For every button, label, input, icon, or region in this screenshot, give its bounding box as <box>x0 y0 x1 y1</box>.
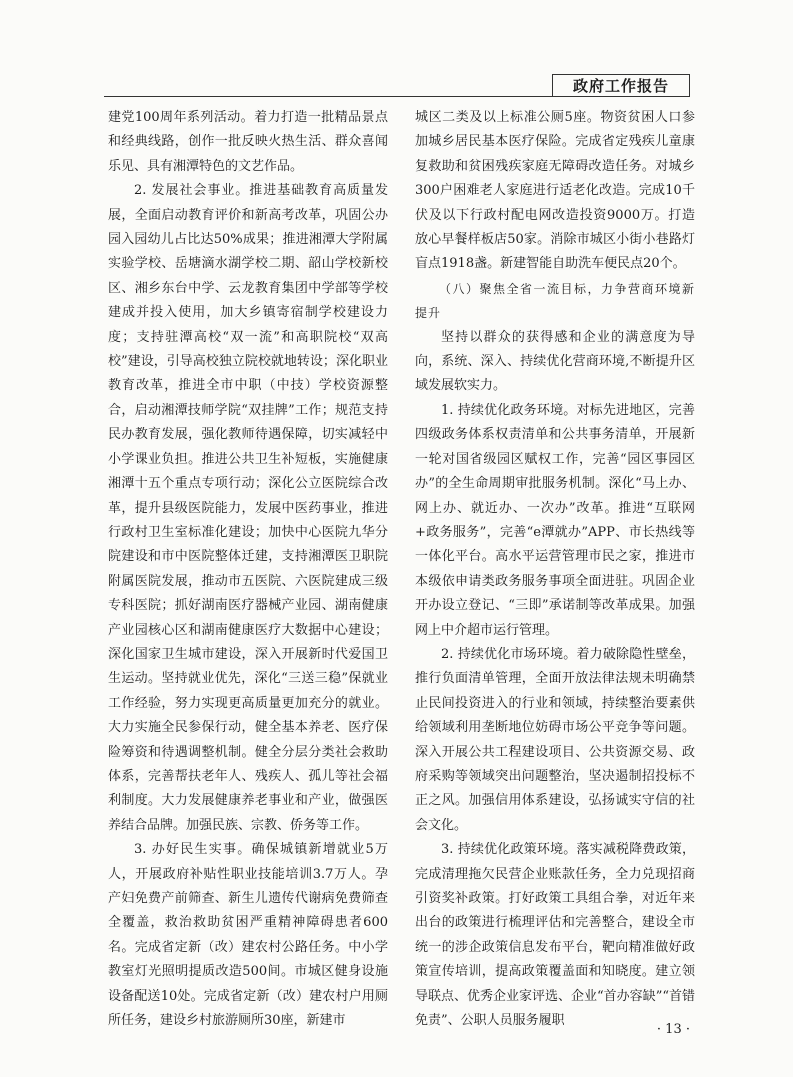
paragraph: 3. 办好民生实事。确保城镇新增就业5万人，开展政府补贴性职业技能培训3.7万人。孕产妇免费产前筛查、新生儿遗传代谢病免费筛查全覆盖，救治救助贫困严重精神障碍患者600名。完成省定新（改）建农村公路任务。中小学教室灯光照明提质改造500间。市城区健身设施设备配送10处。完成省定新（改）建农村户用厕所任务，建设乡村旅游厕所30座，新建市 <box>108 842 388 1029</box>
paragraph: 2. 持续优化市场环境。着力破除隐性壁垒，推行负面清单管理，全面开放法律法规未明确禁止民间投资进入的行业和领域，持续整治要素供给领域利用垄断地位妨碍市场公平竞争等问题。深入开展公共工程建设项目、公共资源交易、政府采购等领域突出问题整治，坚决遏制招投标不正之风。加强信用体系建设，弘扬诚实守信的社会文化。 <box>415 646 695 833</box>
running-header-title: 政府工作报告 <box>552 74 690 96</box>
paragraph: 3. 持续优化政策环境。落实减税降费政策，完成清理拖欠民营企业账款任务，全力兑现招商引资奖补政策。打好政策工具组合拳，对近年来出台的政策进行梳理评估和完善整合，建设全市统一的涉企政策信息发布平台，靶向精准做好政策宣传培训，提高政策覆盖面和知晓度。建立领导联点、优秀企业家评选、企业“首办容缺”“首错免责”、公职人员服务履职 <box>415 842 695 1029</box>
paragraph: 建党100周年系列活动。着力打造一批精品景点和经典线路，创作一批反映火热生活、群众喜闻乐见、具有湘潭特色的文艺作品。 <box>108 110 388 174</box>
paragraph: 2. 发展社会事业。推进基础教育高质量发展，全面启动教育评价和新高考改革，巩固公办园入园幼儿占比达50%成果；推进湘潭大学附属实验学校、岳塘滴水湖学校二期、韶山学校新校区、湘乡东台中学、云龙教育集团中学部等学校建成并投入使用，加大乡镇寄宿制学校建设力度；支持驻潭高校“双一流”和高职院校“双高校”建设，引导高校独立院校就地转设；深化职业教育改革，推进全市中职（中技）学校资源整合，启动湘潭技师学院“双挂牌”工作；规范支持民办教育发展，强化教师待遇保障，切实减轻中小学课业负担。推进公共卫生补短板，实施健康湘潭十五个重点专项行动；深化公立医院综合改革，提升县级医院能力，发展中医药事业，推进行政村卫生室标准化建设；加快中心医院九华分院建设和市中医院整体迁建，支持湘潭医卫职院附属医院发展，推动市五医院、六医院建成三级专科医院；抓好湖南医疗器械产业园、湖南健康产业园核心区和湖南健康医疗大数据中心建设；深化国家卫生城市建设，深入开展新时代爱国卫生运动。坚持就业优先，深化“三送三稳”保就业工作经验，努力实现更高质量更加充分的就业。大力实施全民参保行动，健全基本养老、医疗保险筹资和待遇调整机制。健全分层分类社会救助体系，完善帮扶老年人、残疾人、孤儿等社会福利制度。大力发展健康养老事业和产业，做强医养结合品牌。加强民族、宗教、侨务等工作。 <box>108 183 388 833</box>
section-subheading: （八）聚焦全省一流目标，力争营商环境新提升 <box>415 281 695 321</box>
paragraph: 1. 持续优化政务环境。对标先进地区，完善四级政务体系权责清单和公共事务清单，开展新一轮对国省级园区赋权工作，完善“园区事园区办”的全生命周期审批服务机制。深化“马上办、网上办、就近办、一次办”改革。推进“互联网+政务服务”，完善“e潭就办”APP、市长热线等一体化平台。高水平运营管理市民之家，推进市本级依申请类政务服务事项全面进驻。巩固企业开办设立登记、“三即”承诺制等改革成果。加强网上中介超市运行管理。 <box>415 402 695 638</box>
right-column <box>415 106 695 1033</box>
paragraph: 城区二类及以上标准公厕5座。物资贫困人口参加城乡居民基本医疗保险。完成省定残疾儿童康复救助和贫困残疾家庭无障碍改造任务。对城乡300户困难老人家庭进行适老化改造。完成10千伏及以下行政村配电网改造投资9000万。打造放心早餐样板店50家。消除市城区小街小巷路灯盲点1918盏。新建智能自助洗车便民点20个。 <box>415 110 695 272</box>
left-column <box>108 106 388 1033</box>
page-number: · 13 · <box>656 1022 690 1037</box>
paragraph: 坚持以群众的获得感和企业的满意度为导向，系统、深入、持续优化营商环境,不断提升区域发展软实力。 <box>415 329 695 394</box>
